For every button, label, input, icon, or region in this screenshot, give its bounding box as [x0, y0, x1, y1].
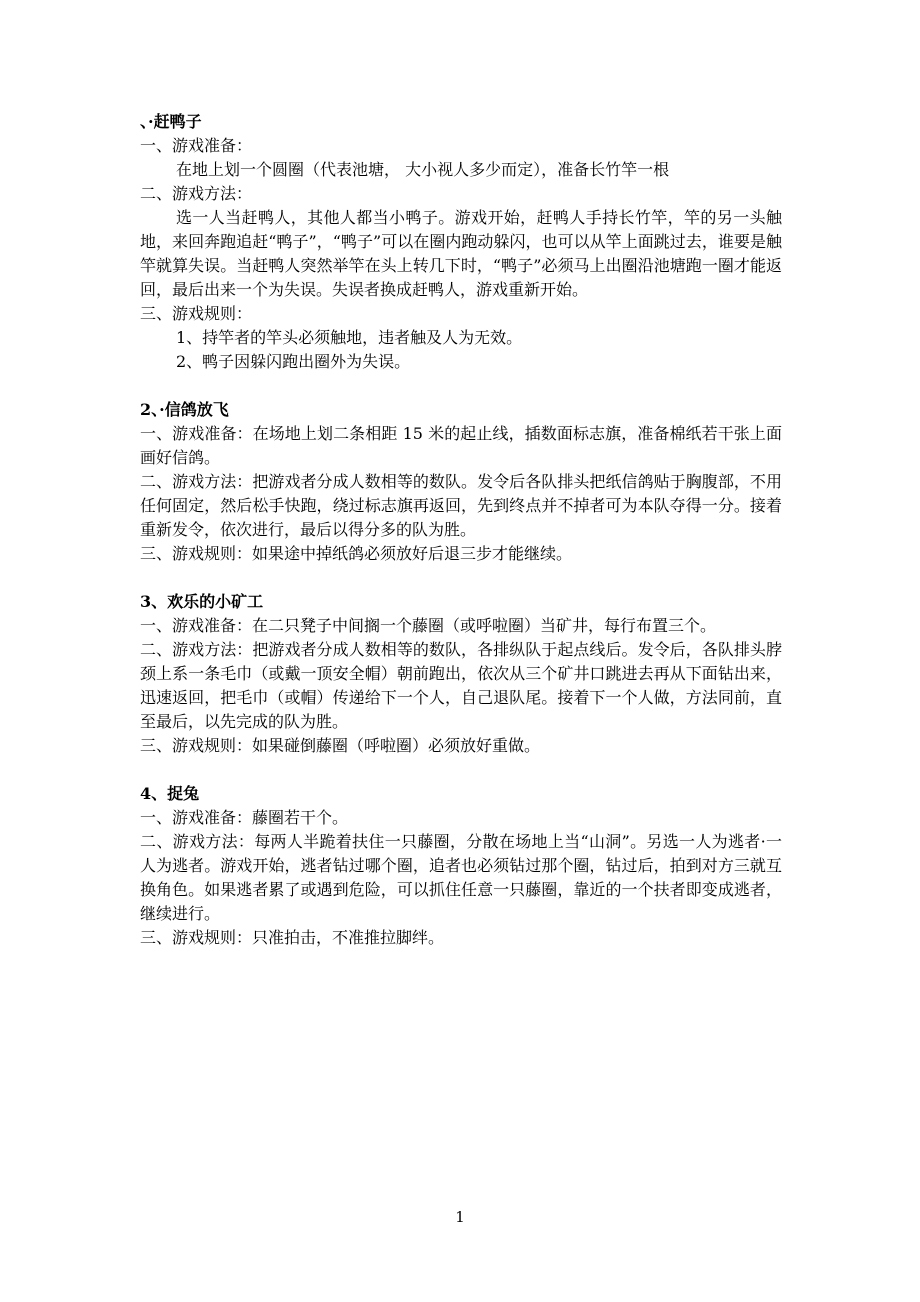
- section-title-ganyazi: 、·赶鸭子: [140, 112, 202, 131]
- rules-text: 三、游戏规则：只准拍击，不准推拉脚绊。: [140, 928, 445, 947]
- page-number: 1: [455, 1208, 465, 1226]
- method-text: 二、游戏方法：把游戏者分成人数相等的数队。发令后各队排头把纸信鸽贴于胸腹部，不用任何固定，然后松手快跑，绕过标志旗再返回，先到终点并不掉者可为本队夺得一分。接着重新发令，依次进行，最后以得分多的队为胜。: [140, 472, 782, 539]
- prep-label: 一、游戏准备：: [140, 136, 253, 155]
- prep-text: 一、游戏准备：在场地上划二条相距 15 米的起止线，插数面标志旗，准备棉纸若干张上面画好信鸽。: [140, 424, 782, 467]
- rule-item: 1、持竿者的竿头必须触地，违者触及人为无效。: [176, 328, 523, 347]
- rule-item: 2、鸭子因躲闪跑出圈外为失误。: [176, 352, 411, 371]
- document-body: [140, 110, 782, 950]
- prep-text: 在地上划一个圆圈（代表池塘， 大小视人多少而定），准备长竹竿一根: [176, 160, 670, 179]
- method-text: 选一人当赶鸭人，其他人都当小鸭子。游戏开始，赶鸭人手持长竹竿，竿的另一头触地，来回奔跑追赶“鸭子”，“鸭子”可以在圈内跑动躲闪，也可以从竿上面跳过去，谁要是触竿就算失误。当赶鸭人突然举竿在头上转几下时，“鸭子”必须马上出圈沿池塘跑一圈才能返回，最后出来一个为失误。失误者换成赶鸭人，游戏重新开始。: [140, 208, 782, 299]
- section-title-zhuotu: 4、捉兔: [140, 784, 200, 803]
- rules-text: 三、游戏规则：如果途中掉纸鸽必须放好后退三步才能继续。: [140, 544, 573, 563]
- section-title-kuanggong: 3、欢乐的小矿工: [140, 592, 264, 611]
- method-text: 二、游戏方法：每两人半跪着扶住一只藤圈，分散在场地上当“山洞”。另选一人为逃者·一人为逃者。游戏开始，逃者钻过哪个圈，追者也必须钻过那个圈，钻过后，拍到对方三就互换角色。如果逃者累了或遇到危险，可以抓住任意一只藤圈，靠近的一个扶者即变成逃者，继续进行。: [140, 832, 782, 923]
- rules-label: 三、游戏规则：: [140, 304, 253, 323]
- prep-text: 一、游戏准备：在二只凳子中间搁一个藤圈（或呼啦圈）当矿井，每行布置三个。: [140, 616, 717, 635]
- method-text: 二、游戏方法：把游戏者分成人数相等的数队，各排纵队于起点线后。发令后，各队排头脖颈上系一条毛巾（或戴一顶安全帽）朝前跑出，依次从三个矿井口跳进去再从下面钻出来，迅速返回，把毛巾（或帽）传递给下一个人，自己退队尾。接着下一个人做，方法同前，直至最后，以先完成的队为胜。: [140, 640, 782, 731]
- prep-text: 一、游戏准备：藤圈若干个。: [140, 808, 349, 827]
- method-label: 二、游戏方法：: [140, 184, 253, 203]
- rules-text: 三、游戏规则：如果碰倒藤圈（呼啦圈）必须放好重做。: [140, 736, 541, 755]
- section-title-xingefangfei: 2、·信鸽放飞: [140, 400, 229, 419]
